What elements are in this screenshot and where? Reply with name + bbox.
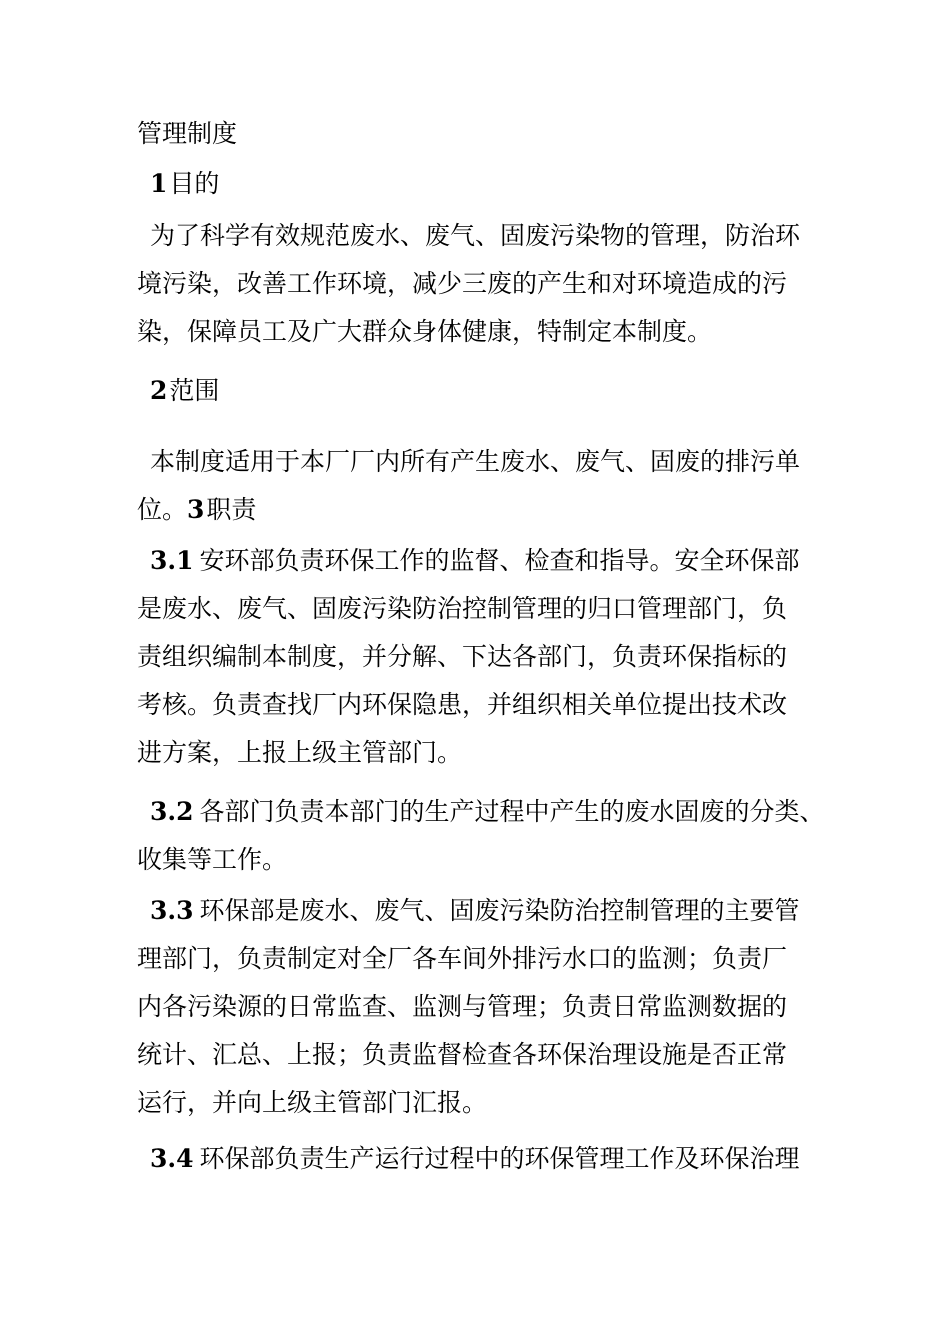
paragraph-line: 是废水、废气、固废污染防治控制管理的归口管理部门，负 xyxy=(137,594,788,623)
item-text: 各部门负责本部门的生产过程中产生的废水固废的分类、 xyxy=(199,797,825,826)
section-heading-text: 目的 xyxy=(169,169,220,198)
paragraph-line: 运行，并向上级主管部门汇报。 xyxy=(137,1088,488,1117)
item-text: 环保部是废水、废气、固废污染防治控制管理的主要管 xyxy=(199,896,800,925)
item-number: 3.1 xyxy=(150,546,194,575)
paragraph-line: 染，保障员工及广大群众身体健康，特制定本制度。 xyxy=(137,317,713,346)
section-number: 1 xyxy=(150,169,168,198)
item-text: 环保部负责生产运行过程中的环保管理工作及环保治理 xyxy=(199,1144,800,1173)
item-number: 3.4 xyxy=(150,1144,194,1173)
paragraph-line-with-heading xyxy=(137,494,837,526)
section-heading-scope xyxy=(150,375,850,407)
item-3-1-first-line xyxy=(150,545,850,577)
paragraph-line: 责组织编制本制度，并分解、下达各部门，负责环保指标的 xyxy=(137,642,788,671)
paragraph-line: 进方案，上报上级主管部门。 xyxy=(137,738,463,767)
section-heading-text: 范围 xyxy=(169,376,220,405)
paragraph-line: 统计、汇总、上报；负责监督检查各环保治理设施是否正常 xyxy=(137,1040,788,1069)
paragraph-line: 内各污染源的日常监查、监测与管理；负责日常监测数据的 xyxy=(137,992,788,1021)
paragraph-line: 考核。负责查找厂内环保隐患，并组织相关单位提出技术改 xyxy=(137,690,788,719)
section-number: 2 xyxy=(150,376,168,405)
paragraph-text: 位。 xyxy=(137,495,188,524)
item-3-2-first-line xyxy=(150,796,850,828)
paragraph-line: 为了科学有效规范废水、废气、固废污染物的管理，防治环 xyxy=(150,221,801,250)
paragraph-line: 境污染，改善工作环境，减少三废的产生和对环境造成的污 xyxy=(137,269,788,298)
section-heading-purpose xyxy=(150,168,850,200)
section-heading-responsibilities: 职责 xyxy=(206,495,257,524)
item-3-3-first-line xyxy=(150,895,850,927)
document-title xyxy=(137,118,837,150)
section-number: 3 xyxy=(187,495,205,524)
paragraph-line: 本制度适用于本厂厂内所有产生废水、废气、固废的排污单 xyxy=(150,447,801,476)
item-3-4-first-line xyxy=(150,1143,850,1175)
item-text: 安环部负责环保工作的监督、检查和指导。安全环保部 xyxy=(199,546,800,575)
paragraph-line: 理部门，负责制定对全厂各车间外排污水口的监测；负责厂 xyxy=(137,944,788,973)
title-text: 管理制度 xyxy=(137,119,238,148)
item-number: 3.3 xyxy=(150,896,194,925)
paragraph-line: 收集等工作。 xyxy=(137,845,288,874)
item-number: 3.2 xyxy=(150,797,194,826)
